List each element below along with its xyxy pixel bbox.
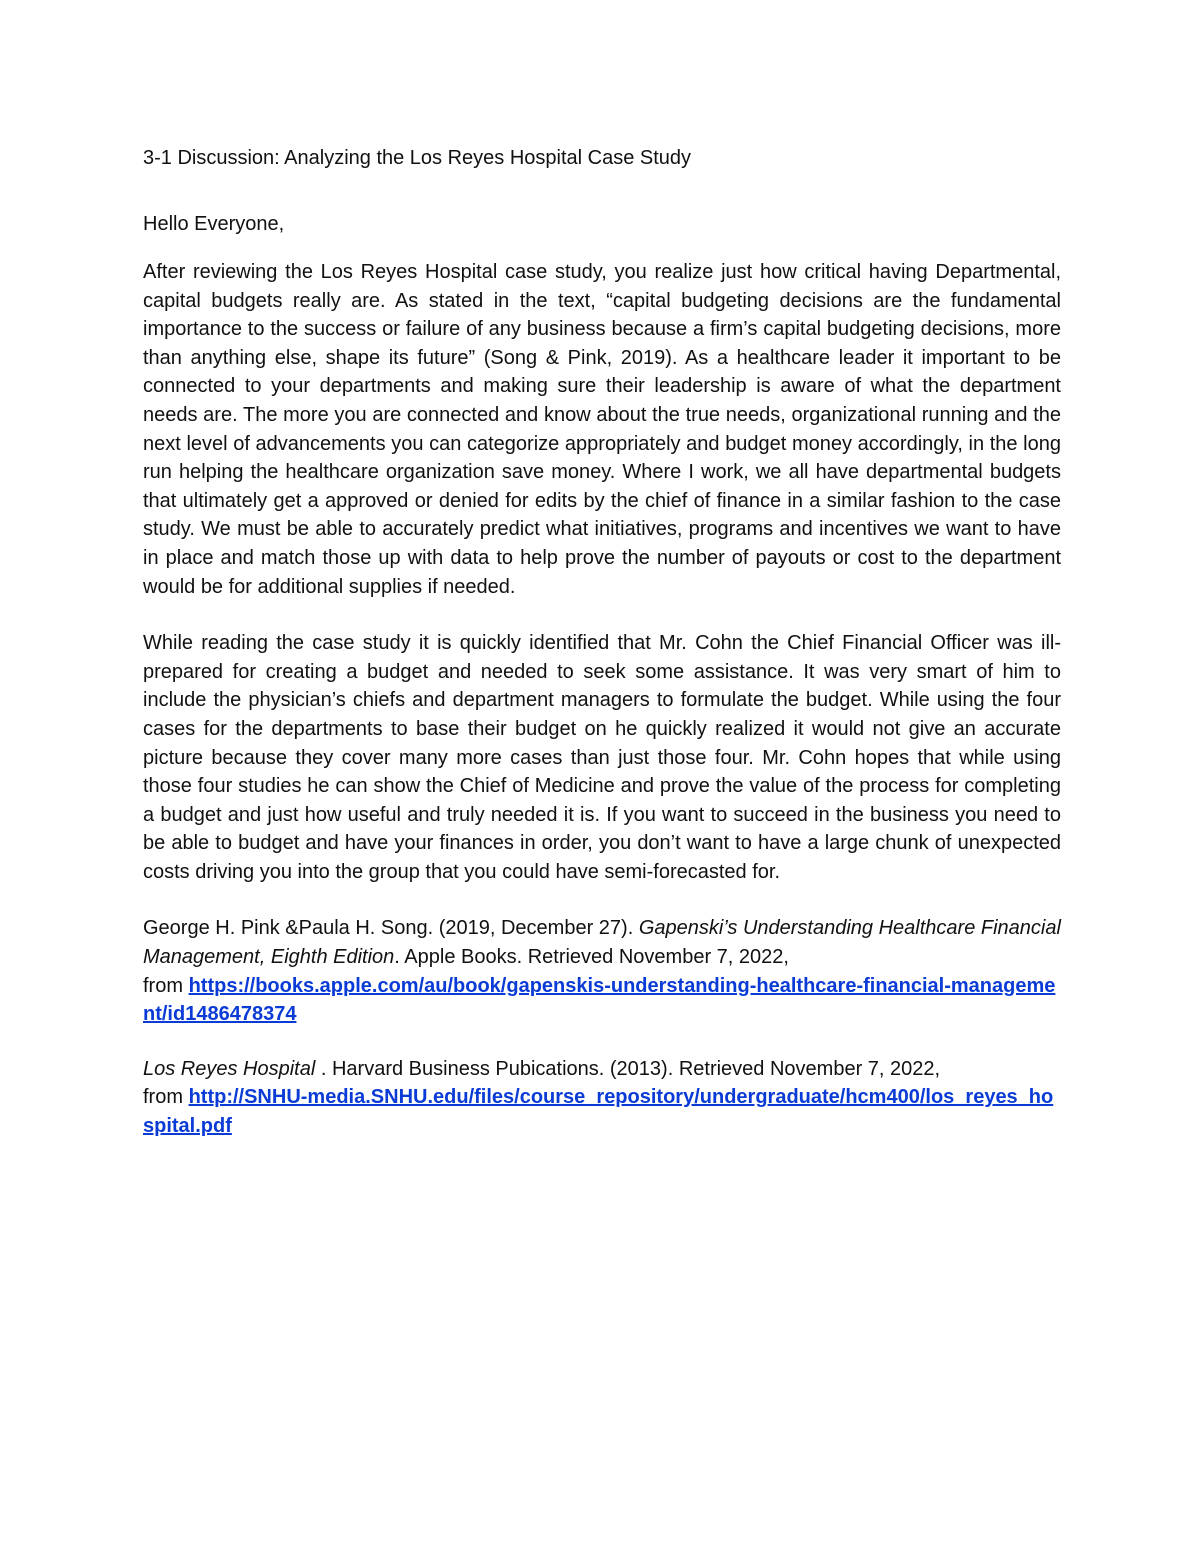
reference-1 [143,914,1061,1028]
reference-2-from: from [143,1086,183,1109]
reference-2 [143,1055,1061,1141]
reference-1-authors: George H. Pink &Paula H. Song. (2019, December 27). [143,917,634,940]
reference-1-publisher: . Apple Books. Retrieved November 7, 2022, [394,946,789,969]
reference-2-link[interactable]: http://SNHU-media.SNHU.edu/files/course_repository/undergraduate/hcm400/los_reyes_hospital.pdf [143,1086,1054,1138]
paragraph-2: While reading the case study it is quickly identified that Mr. Cohn the Chief Financial Officer was ill-prepared for creating a budget and needed to seek some assistance. It was very smart of him to include the physician’s chiefs and department managers to formulate the budget. While using the four cases for the departments to base their budget on he quickly realized it would not give an accurate picture because they cover many more cases than just those four. Mr. Cohn hopes that while using those four studies he can show the Chief of Medicine and prove the value of the process for completing a budget and just how useful and truly needed it is. If you want to succeed in the business you need to be able to budget and have your finances in order, you don’t want to have a large chunk of unexpected costs driving you into the group that you could have semi-forecasted for. [143,632,1061,883]
reference-1-link[interactable]: https://books.apple.com/au/book/gapenskis-understanding-healthcare-financial-management/id1486478374 [143,974,1056,1026]
paragraph-1: After reviewing the Los Reyes Hospital case study, you realize just how critical having Departmental, capital budgets really are. As stated in the text, “capital budgeting decisions are the fundamental importance to the success or failure of any business because a firm’s capital budgeting decisions, more than anything else, shape its future” (Song & Pink, 2019). As a healthcare leader it important to be connected to your departments and making sure their leadership is aware of what the department needs are. The more you are connected and know about the true needs, organizational running and the next level of advancements you can categorize appropriately and budget money accordingly, in the long run helping the healthcare organization save money. Where I work, we all have departmental budgets that ultimately get a approved or denied for edits by the chief of finance in a similar fashion to the case study. We must be able to accurately predict what initiatives, programs and incentives we want to have in place and match those up with data to help prove the number of payouts or cost to the department would be for additional supplies if needed. [143,261,1061,598]
reference-2-title: Los Reyes Hospital [143,1057,316,1080]
reference-1-from: from [143,974,183,997]
document-body [143,138,1061,1167]
document-title: 3-1 Discussion: Analyzing the Los Reyes Hospital Case Study [143,147,692,169]
reference-2-details: . Harvard Business Pubications. (2013). Retrieved November 7, 2022, [315,1057,941,1080]
reference-1-book-title: Gapenski’s Understanding Healthcare Financial Management, Eighth Edition [143,917,1061,969]
greeting: Hello Everyone, [143,213,285,235]
